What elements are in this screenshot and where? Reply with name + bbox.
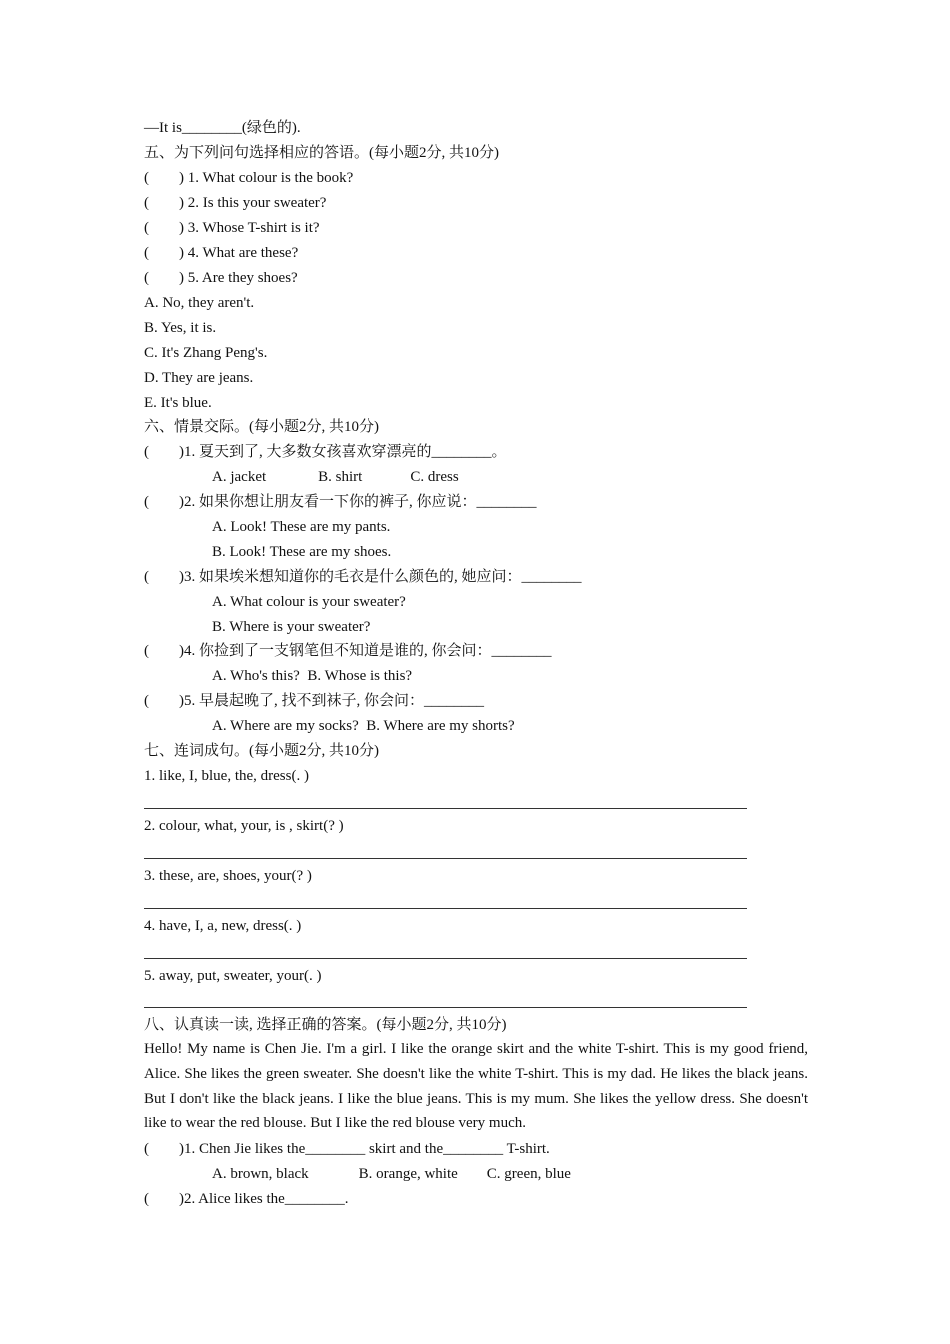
s5-answer-e: E. It's blue. <box>144 395 212 411</box>
section-8-heading: 八、认真读一读, 选择正确的答案。(每小题2分, 共10分) <box>144 1017 507 1033</box>
s6-q1-option-a: A. jacket <box>212 469 267 485</box>
s7-answer-line-4 <box>144 958 747 959</box>
s5-question-1: ( ) 1. What colour is the book? <box>144 170 354 186</box>
s6-question-1: ( )1. 夏天到了, 大多数女孩喜欢穿漂亮的________。 <box>144 444 507 460</box>
s7-answer-line-5 <box>144 1007 747 1008</box>
s6-q1-option-c: C. dress <box>410 469 459 485</box>
s5-answer-c: C. It's Zhang Peng's. <box>144 345 268 361</box>
s8-question-1: ( )1. Chen Jie likes the________ skirt and the________ T-shirt. <box>144 1141 550 1157</box>
s6-q3-option-b: B. Where is your sweater? <box>212 619 371 635</box>
section-7-heading: 七、连词成句。(每小题2分, 共10分) <box>144 743 379 759</box>
s5-question-5: ( ) 5. Are they shoes? <box>144 270 298 286</box>
s6-q1-option-b: B. shirt <box>318 469 363 485</box>
s7-answer-line-2 <box>144 858 747 859</box>
s5-question-3: ( ) 3. Whose T-shirt is it? <box>144 220 320 236</box>
s6-question-4: ( )4. 你捡到了一支钢笔但不知道是谁的, 你会问：________ <box>144 643 552 659</box>
s7-item-2: 2. colour, what, your, is , skirt(? ) <box>144 818 344 834</box>
s5-question-4: ( ) 4. What are these? <box>144 245 299 261</box>
s6-q5-options: A. Where are my socks? B. Where are my shorts? <box>212 718 515 734</box>
s7-answer-line-1 <box>144 808 747 809</box>
s7-answer-line-3 <box>144 908 747 909</box>
s6-q4-options: A. Who's this? B. Whose is this? <box>212 668 413 684</box>
s5-answer-b: B. Yes, it is. <box>144 320 217 336</box>
s6-q2-option-b: B. Look! These are my shoes. <box>212 544 392 560</box>
previous-question-tail: —It is________(绿色的). <box>144 120 301 136</box>
s8-q1-options <box>212 1164 571 1184</box>
s8-q1-option-a: A. brown, black <box>212 1166 309 1182</box>
s6-question-3: ( )3. 如果埃米想知道你的毛衣是什么颜色的, 她应问：________ <box>144 569 582 585</box>
reading-passage: Hello! My name is Chen Jie. I'm a girl. I like the orange skirt and the white T-shirt. This is my good friend, Alice. She likes the green sweater. She doesn't like the white T-shirt. This is my dad. He likes the black jeans. But I don't like the black jeans. I like the blue jeans. This is my mum. She likes the yellow dress. She doesn't like to wear the red blouse. But I like the red blouse very much. <box>144 1041 808 1132</box>
s7-item-4: 4. have, I, a, new, dress(. ) <box>144 918 302 934</box>
s6-q1-options <box>212 467 459 487</box>
s6-question-5: ( )5. 早晨起晚了, 找不到袜子, 你会问：________ <box>144 693 484 709</box>
s8-q1-option-b: B. orange, white <box>358 1166 458 1182</box>
s6-q3-option-a: A. What colour is your sweater? <box>212 594 406 610</box>
s7-item-1: 1. like, I, blue, the, dress(. ) <box>144 768 309 784</box>
s5-answer-d: D. They are jeans. <box>144 370 254 386</box>
s8-q1-option-c: C. green, blue <box>486 1166 571 1182</box>
s6-question-2: ( )2. 如果你想让朋友看一下你的裤子, 你应说：________ <box>144 494 537 510</box>
section-6-heading: 六、情景交际。(每小题2分, 共10分) <box>144 419 379 435</box>
s8-question-2: ( )2. Alice likes the________. <box>144 1191 349 1207</box>
s5-question-2: ( ) 2. Is this your sweater? <box>144 195 327 211</box>
s5-answer-a: A. No, they aren't. <box>144 295 255 311</box>
section-5-heading: 五、为下列问句选择相应的答语。(每小题2分, 共10分) <box>144 145 499 161</box>
s7-item-5: 5. away, put, sweater, your(. ) <box>144 968 322 984</box>
s6-q2-option-a: A. Look! These are my pants. <box>212 519 391 535</box>
s7-item-3: 3. these, are, shoes, your(? ) <box>144 868 312 884</box>
